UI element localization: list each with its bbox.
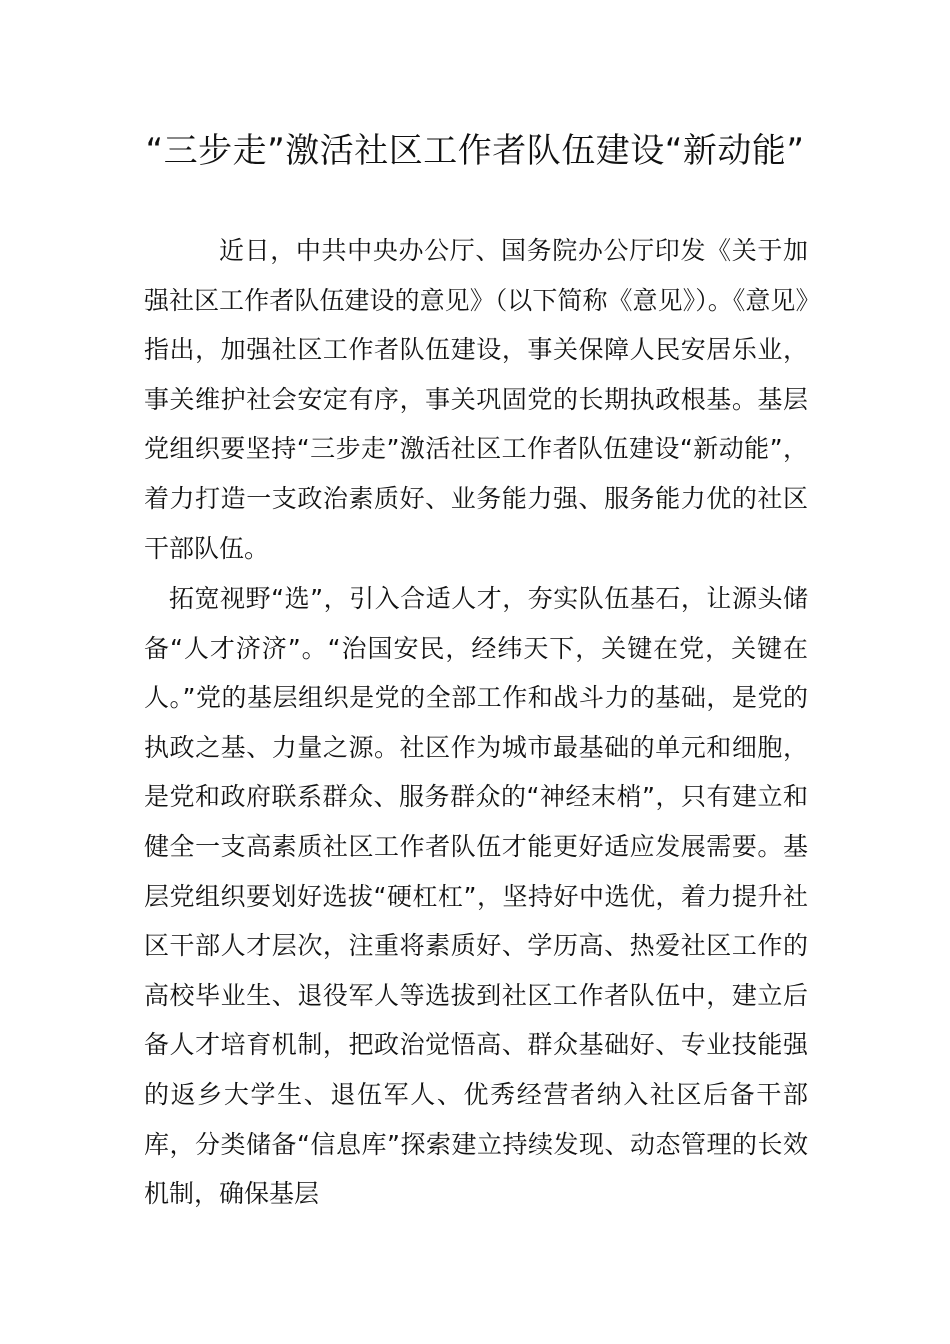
document-title: “三步走”激活社区工作者队伍建设“新动能” (145, 131, 805, 171)
paragraph-intro: 近日，中共中央办公厅、国务院办公厅印发《关于加强社区工作者队伍建设的意见》（以下简称《意见》）。《意见》指出，加强社区工作者队伍建设，事关保障人民安居乐业，事关维护社会安定有序，事关巩固党的长期执政根基。基层党组织要坚持“三步走”激活社区工作者队伍建设“新动能”，着力打造一支政治素质好、业务能力强、服务能力优的社区干部队伍。 (144, 236, 808, 563)
paragraph-select-talent: 拓宽视野“选”，引入合适人才，夯实队伍基石，让源头储备“人才济济”。“治国安民，经纬天下，关键在党，关键在人。”党的基层组织是党的全部工作和战斗力的基础，是党的执政之基、力量之源。社区作为城市最基础的单元和细胞，是党和政府联系群众、服务群众的“神经末梢”，只有建立和健全一支高素质社区工作者队伍才能更好适应发展需要。基层党组织要划好选拔“硬杠杠”，坚持好中选优，着力提升社区干部人才层次，注重将素质好、学历高、热爱社区工作的高校毕业生、退役军人等选拔到社区工作者队伍中，建立后备人才培育机制，把政治觉悟高、群众基础好、专业技能强的返乡大学生、退伍军人、优秀经营者纳入社区后备干部库，分类储备“信息库”探索建立持续发现、动态管理的长效机制，确保基层 (144, 584, 808, 1209)
